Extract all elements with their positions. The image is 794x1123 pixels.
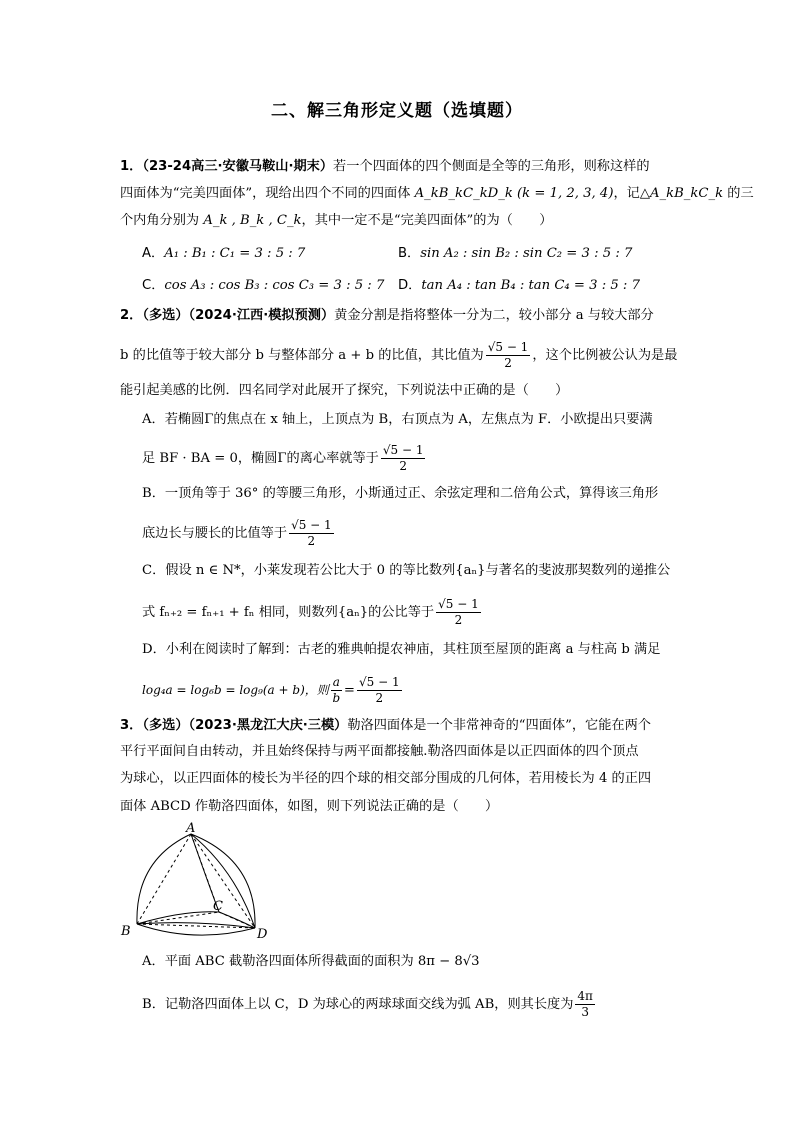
q2-tag: （多选） [142, 308, 189, 323]
q1-line-3 [120, 211, 552, 231]
q1-text-2b: ，记△ [613, 186, 650, 201]
q1-text-3a: 个内角分别为 [120, 213, 204, 228]
fraction-b: $\frac{√5 - 1}{2}$ [291, 518, 332, 548]
q2-option-c-line-1[interactable]: C．假设 n ∈ N*，小莱发现若公比大于 0 的等比数列{aₙ}与著名的斐波那契数列的递推公 [142, 563, 671, 578]
fraction-d: $\frac{√5 - 1}{2}$ [358, 675, 400, 705]
vertex-label-d: D [257, 927, 268, 940]
q2-line-1 [120, 306, 654, 326]
q2-option-a-line-1[interactable]: A．若椭圆Γ的焦点在 x 轴上，上顶点为 B，右顶点为 A，左焦点为 F．小欧提出只要满 [142, 412, 653, 427]
q2-line-2 [120, 340, 677, 371]
q3-number: 3． [120, 718, 143, 733]
q3-option-b[interactable]: B．记勒洛四面体上以 C，D 为球心的两球球面交线为弧 AB，则其长度为 $\frac{4\pi}{3}$ [142, 989, 593, 1019]
q3-line-3: 为球心，以正四面体的棱长为半径的四个球的相交部分围成的几何体，若用棱长为 4 的正四 [120, 771, 652, 786]
q1-math-triangle: A_kB_kC_k [650, 186, 724, 201]
q2-number: 2． [120, 308, 143, 323]
q3-line-2: 平行平面间自由转动，并且始终保持与两平面都接触.勒洛四面体是以正四面体的四个顶点 [120, 744, 639, 759]
q1-text-2a: 四面体为“完美四面体”，现给出四个不同的四面体 [120, 186, 415, 201]
q2-text-1: 黄金分割是指将整体一分为二，较小部分 a 与较大部分 [334, 308, 654, 323]
q2-text-2b: ，这个比例被公认为是最 [532, 348, 678, 363]
q1-line-2 [120, 184, 754, 204]
golden-ratio-fraction: $\frac{√5 - 1}{2}$ [487, 340, 529, 370]
q1-text-2c: 的三 [723, 186, 754, 201]
q2-option-b-line-2[interactable]: 底边长与腰长的比值等于 $\frac{√5 - 1}{2}$ [142, 518, 332, 548]
q1-math-angles: A_k , B_k , C_k [203, 213, 302, 228]
fraction-c: $\frac{√5 - 1}{2}$ [438, 597, 479, 627]
q2-line-3: 能引起美感的比例．四名同学对此展开了探究，下列说法中正确的是（ ） [120, 383, 569, 398]
vertex-label-a: A [186, 821, 196, 836]
q1-line-1 [120, 157, 650, 177]
q3-source: （2023·黑龙江大庆·三模） [188, 718, 348, 733]
q2-source: （2024·江西·模拟预测） [188, 308, 335, 323]
q2-option-d-line-1[interactable]: D．小利在阅读时了解到：古老的雅典帕提农神庙，其柱顶至屋顶的距离 a 与柱高 b 满足 [142, 642, 661, 657]
q1-option-a[interactable]: A．A₁ : B₁ : C₁ = 3 : 5 : 7 [142, 246, 306, 261]
q2-option-d-line-2[interactable]: log₄a = log₆b = log₉(a + b)，则 $\frac{a}{b}$ = $\frac{√5 - 1}{2}$ [142, 675, 400, 705]
vertex-label-b: B [121, 924, 131, 939]
q2-option-a-line-2[interactable]: 足 BF · BA = 0，椭圆Γ的离心率就等于 $\frac{√5 - 1}{2}$ [142, 443, 424, 473]
fraction-4pi-over-3: $\frac{4\pi}{3}$ [577, 989, 593, 1019]
q2-text-2a: b 的比值等于较大部分 b 与整体部分 a + b 的比值，其比值为 [120, 348, 484, 363]
section-title: 二、解三角形定义题（选填题） [271, 101, 523, 121]
q3-tag: （多选） [142, 718, 189, 733]
q3-line-1: 3．（多选）（2023·黑龙江大庆·三模）勒洛四面体是一个非常神奇的“四面体”，它能在两个 [120, 718, 651, 733]
q3-option-a[interactable]: A．平面 ABC 截勒洛四面体所得截面的面积为 8π − 8√3 [142, 954, 480, 969]
q1-text-1: 若一个四面体的四个侧面是全等的三角形，则称这样的 [333, 159, 650, 174]
fraction-a-over-b: $\frac{a}{b}$ [332, 675, 341, 705]
q1-option-b[interactable]: B．sin A₂ : sin B₂ : sin C₂ = 3 : 5 : 7 [398, 246, 633, 261]
q1-option-d[interactable]: D．tan A₄ : tan B₄ : tan C₄ = 3 : 5 : 7 [398, 278, 640, 293]
q2-option-b-line-1[interactable]: B．一顶角等于 36° 的等腰三角形，小斯通过正、余弦定理和二倍角公式，算得该三角形 [142, 486, 659, 501]
q1-number: 1． [120, 159, 143, 174]
fraction-a: $\frac{√5 - 1}{2}$ [382, 443, 424, 473]
q1-math-tetrahedron: A_kB_kC_kD_k (k = 1, 2, 3, 4) [414, 186, 614, 201]
vertex-label-c: C [213, 899, 223, 914]
q1-text-3b: ，其中一定不是“完美四面体”的为（ ） [301, 213, 553, 228]
reuleaux-tetrahedron-figure [115, 820, 275, 940]
q3-line-4: 面体 ABCD 作勒洛四面体，如图，则下列说法正确的是（ ） [120, 799, 499, 814]
q1-option-c[interactable]: C．cos A₃ : cos B₃ : cos C₃ = 3 : 5 : 7 [142, 278, 385, 293]
q1-source: （23-24高三·安徽马鞍山·期末） [142, 159, 334, 174]
q2-option-c-line-2[interactable]: 式 fₙ₊₂ = fₙ₊₁ + fₙ 相同，则数列{aₙ}的公比等于 $\frac{√5 - 1}{2}$ [142, 597, 479, 627]
